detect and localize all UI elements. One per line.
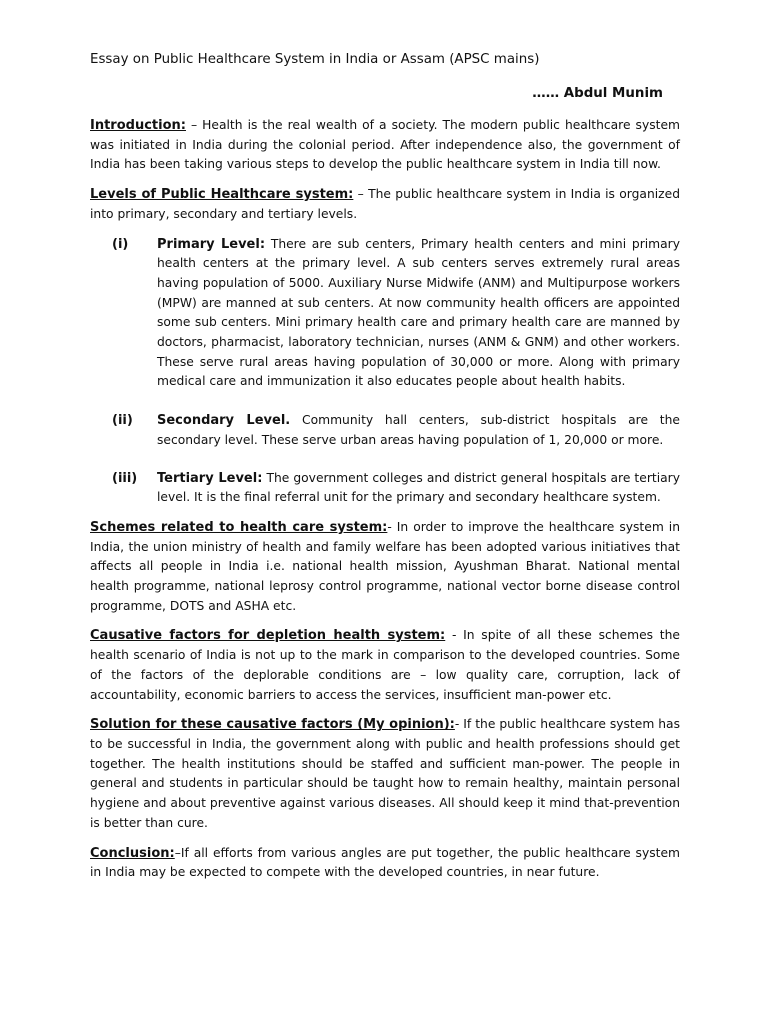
solution-heading: Solution for these causative factors (My opinion): [90,717,455,733]
conclusion-paragraph [90,844,680,883]
author-line: …… Abdul Munim [532,86,663,101]
levels-text: – The public healthcare system in India is organized into primary, secondary and tertiary levels. [90,187,680,221]
introduction-text: – Health is the real wealth of a society. The modern public healthcare system was initiated in India during the colonial period. After independence also, the government of India has been taking various steps to develop the public healthcare system in India till now. [90,118,680,172]
levels-heading: Levels of Public Healthcare system: [90,187,354,203]
list-item-primary-level [90,235,680,393]
causative-text: - In spite of all these schemes the health scenario of India is not up to the mark in comparison to the developed countries. Some of the factors of the deplorable conditions are – low quality care, corruption, lack of accountability, economic barriers to access the services, insufficient man-power etc. [90,628,680,702]
list-item-body [157,235,680,393]
solution-paragraph [90,715,680,833]
list-item-body [157,411,680,450]
list-item-secondary-level [90,411,680,450]
list-item-text: The government colleges and district general hospitals are tertiary level. It is the final referral unit for the primary and secondary healthcare system. [157,470,680,505]
list-item-number: (iii) [112,470,138,486]
list-item-title: Tertiary Level: [157,470,263,486]
schemes-text: - In order to improve the healthcare system in India, the union ministry of health and family welfare has been adopted various initiatives that affects all people in India i.e. national health mission, Ayushman Bharat. National mental health programme, national leprosy control programme, national vector borne disease control programme, DOTS and ASHA etc. [90,519,680,613]
list-item-title: Secondary Level. [157,413,291,429]
document-page [90,50,680,883]
conclusion-text: –If all efforts from various angles are put together, the public healthcare system in India may be expected to compete with the developed countries, in near future. [90,845,680,880]
levels-list [90,235,680,508]
causative-paragraph [90,626,680,705]
list-item-text: Community hall centers, sub-district hospitals are the secondary level. These serve urban areas having population of 1, 20,000 or more. [157,413,680,447]
introduction-heading: Introduction: [90,118,186,133]
conclusion-heading: Conclusion: [90,845,175,861]
list-item-text: There are sub centers, Primary health centers and mini primary health centers at the primary level. A sub centers serves extremely rural areas having population of 5000. Auxiliary Nurse Midwife (ANM) and Multipurpose workers (MPW) are manned at sub centers. At now community health officers are appointed some sub centers. Mini primary health care and primary health care are manned by doctors, pharmacist, laboratory technician, nurses (ANM & GNM) and other workers. These serve rural areas having population of 30,000 or more. Along with primary medical care and immunization it also educates people about health habits. [157,236,681,389]
list-item-number: (ii) [112,413,133,429]
list-item-title: Primary Level: [157,236,266,252]
list-item-number: (i) [112,236,129,252]
solution-text: - If the public healthcare system has to be successful in India, the government along with public and health professions should get together. The health institutions should be staffed and sufficient man-power. The people in general and students in particular should be taught how to remain healthy, maintain personal hygiene and about preventive against various diseases. All should keep it mind that-prevention is better than cure. [90,717,680,830]
causative-heading: Causative factors for depletion health system: [90,628,446,644]
levels-paragraph [90,185,680,224]
schemes-paragraph [90,518,680,617]
list-item-body [157,469,680,508]
introduction-paragraph [90,116,680,175]
schemes-heading: Schemes related to health care system: [90,519,388,535]
document-title: Essay on Public Healthcare System in India or Assam (APSC mains) [90,52,540,67]
list-item-tertiary-level [90,469,680,508]
